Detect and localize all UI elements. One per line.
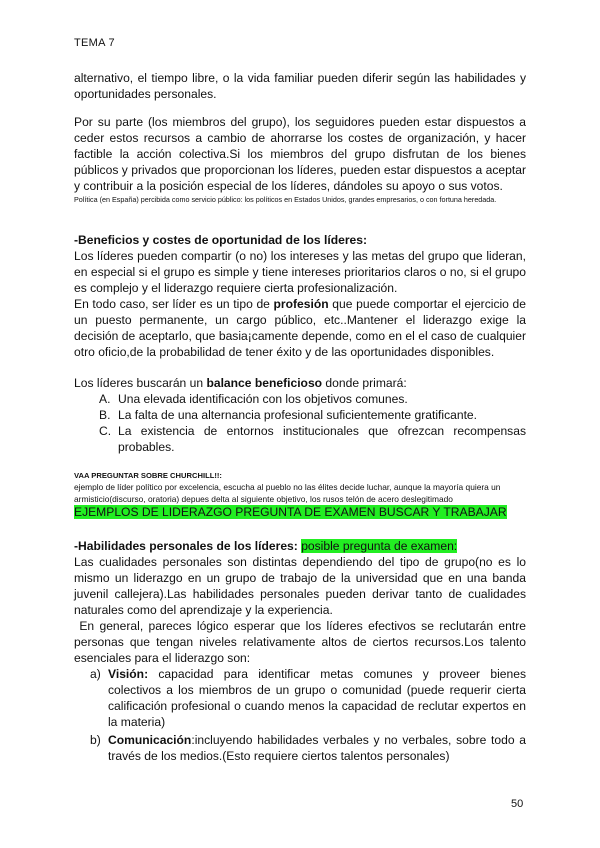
- highlight-examples: EJEMPLOS DE LIDERAZGO PREGUNTA DE EXAMEN BUSCAR Y TRABAJAR: [74, 505, 507, 519]
- paragraph-followers: Por su parte (los miembros del grupo), los seguidores pueden estar dispuestos a ceder estos recursos a cambio de ahorrarse los costes de organización, y hacer factible la acción colectiva.Si los miembros del grupo disfrutan de los bienes públicos y privados que proporcionan los líderes, pueden estar dispuestos a aceptar y contribuir a la posición especial de los líderes, dándoles su apoyo o sus votos.: [74, 115, 526, 193]
- page-number: 50: [511, 798, 524, 810]
- section-heading-skills: -Habilidades personales de los líderes: posible pregunta de examen:: [74, 539, 458, 553]
- exam-note-highlight: posible pregunta de examen:: [301, 539, 458, 553]
- paragraph-balance: Los líderes buscarán un balance beneficioso donde primará:: [74, 376, 407, 390]
- paragraph-profession: En todo caso, ser líder es un tipo de profesión que puede comportar el ejercicio de un puesto permanente, un cargo público, etc..Mantener el liderazgo exige la decisión de aceptarlo, que basia¡camente depende, como en el el caso de cualquier otro oficio,de la probabilidad de tener éxito y de las oportunidades disponibles.: [74, 297, 526, 359]
- section-heading-benefits: -Beneficios y costes de oportunidad de los líderes:: [74, 233, 368, 247]
- paragraph-general: En general, pareces lógico esperar que los líderes efectivos se reclutarán entre personas que tengan niveles relativamente altos de ciertos recursos.Los talento esenciales para el liderazgo son:: [74, 619, 530, 665]
- bold-balance: balance beneficioso: [206, 376, 323, 390]
- list-item: A. Una elevada identificación con los objetivos comunes.: [99, 392, 408, 406]
- list-item: b) Comunicación:incluyendo habilidades verbales y no verbales, sobre todo a través de los medios.(Esto requiere ciertos talentos personales): [90, 732, 526, 763]
- list-item: B. La falta de una alternancia profesional suficientemente gratificante.: [99, 407, 478, 422]
- page-header: TEMA 7: [74, 37, 115, 49]
- paragraph-continuation: alternativo, el tiempo libre, o la vida familiar pueden diferir según las habilidades y oportunidades personales.: [74, 71, 526, 101]
- list-item: C. La existencia de entornos institucionales que ofrezcan recompensas probables.: [99, 423, 526, 454]
- bold-profesion: profesión: [273, 297, 329, 311]
- list-balance: [96, 392, 526, 456]
- churchill-title: VAA PREGUNTAR SOBRE CHURCHILL!!:: [74, 471, 222, 480]
- list-talents: [74, 667, 526, 764]
- small-note: Política (en España) percibida como servicio público: los políticos en Estados Unidos, grandes empresarios, o con fortuna heredada.: [74, 195, 497, 204]
- paragraph-leaders-interests: Los líderes pueden compartir (o no) los intereses y las metas del grupo que lideran, en especial si el grupo es simple y tiene intereses prioritarios claros o no, si el grupo es complejo y el liderazgo requiere cierta profesionalización.: [74, 249, 526, 295]
- churchill-text: ejemplo de líder político por excelencia, escucha al pueblo no las élites decide luchar, aunque la mayoría quiera un armisticio(discurso, oratoria) depues delta al siguiente objetivo, los rusos telón de acero deslegitimado: [74, 482, 501, 504]
- list-item: a) Visión: capacidad para identificar metas comunes y proveer bienes colectivos a los miembros de un grupo o comunidad (puede requerir cierta calificación profesional o cuando menos la capacidad de reclutar expertos en la materia): [90, 667, 526, 729]
- paragraph-qualities: Las cualidades personales son distintas dependiendo del tipo de grupo(no es lo mismo un liderazgo en un grupo de trabajo de la universidad que en una banda juvenil callejera).Las habilidades personales pueden derivar tanto de cualidades naturales como del aprendizaje y la experiencia.: [74, 555, 526, 617]
